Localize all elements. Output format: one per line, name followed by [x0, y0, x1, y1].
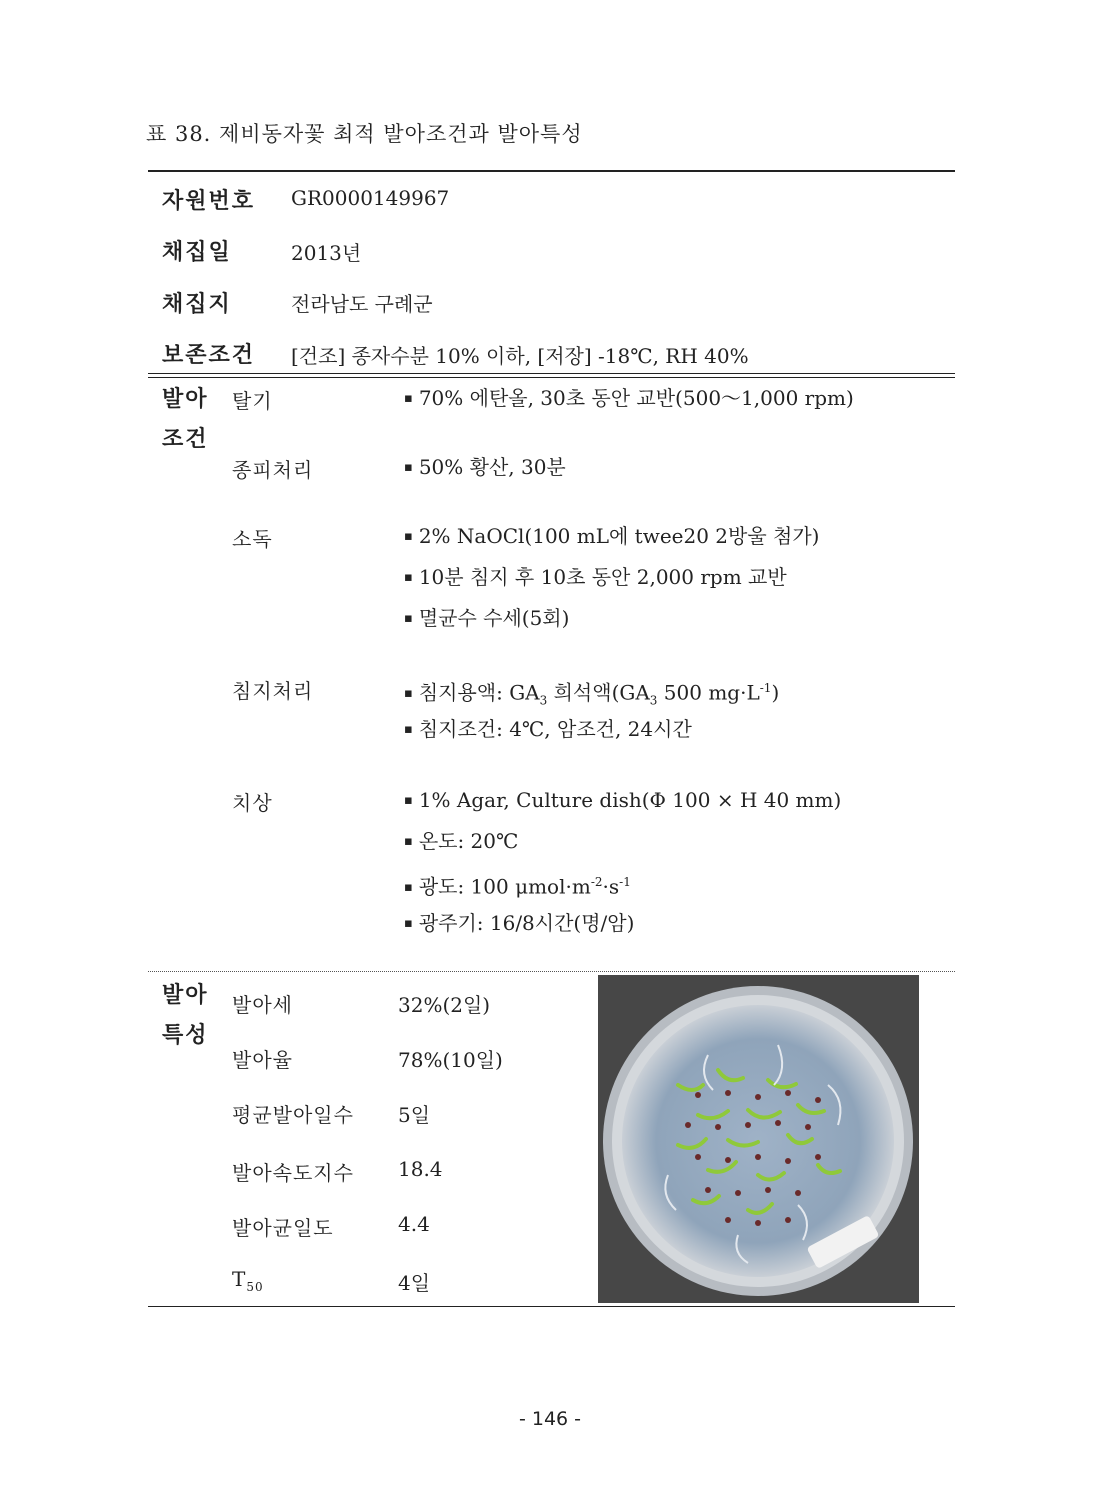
- info-label-resource-id: 자원번호: [162, 189, 256, 214]
- condition-degassing-bullets: [404, 383, 854, 424]
- bullet-item: ▪ 광도: 100 $\mu mol\cdot m^{-2}\cdot s^{-1}$: [404, 867, 841, 908]
- info-label-collection-site: 채집지: [162, 292, 232, 317]
- bullet-item: ▪ 온도: 20℃: [404, 826, 841, 867]
- char-value-rate: 78%(10일): [398, 1048, 503, 1072]
- info-label-storage: 보존조건: [162, 343, 256, 368]
- bullet-item: ▪ 50% 황산, 30분: [404, 452, 566, 493]
- condition-disinfection: 소독: [232, 527, 273, 551]
- char-name-uniformity: 발아균일도: [232, 1216, 334, 1240]
- petri-dish-illustration: [598, 975, 919, 1303]
- bullet-item: ▪ 10분 침지 후 10초 동안 2,000 rpm 교반: [404, 562, 819, 603]
- info-label-collection-date: 채집일: [162, 240, 232, 265]
- section-label-characteristics: [162, 976, 222, 1056]
- info-value-resource-id: GR0000149967: [291, 186, 450, 210]
- page-number: - 146 -: [518, 1408, 582, 1430]
- section-label-line: 특성: [162, 1023, 209, 1048]
- bottom-rule: [148, 1306, 955, 1307]
- petri-dish-photo: [598, 975, 919, 1303]
- condition-disinfection-bullets: [404, 521, 819, 644]
- condition-sowing-bullets: [404, 785, 841, 949]
- condition-degassing: 탈기: [232, 389, 273, 413]
- double-rule-top: [148, 373, 955, 374]
- info-value-storage: [건조] 종자수분 10% 이하, [저장] -18℃, RH 40%: [291, 344, 749, 368]
- table-caption: 표 38. 제비동자꽃 최적 발아조건과 발아특성: [146, 122, 583, 146]
- bullet-item: ▪ 침지용액: $GA_3$ 희석액($GA_3$ 500 $mg\cdot L^{-1}$): [404, 673, 779, 714]
- bullet-item: ▪ 침지조건: 4℃, 암조건, 24시간: [404, 714, 779, 755]
- bullet-item: ▪ 광주기: 16/8시간(명/암): [404, 908, 841, 949]
- char-value-uniformity: 4.4: [398, 1212, 430, 1236]
- section-label-conditions: [162, 380, 222, 460]
- char-value-t50: 4일: [398, 1271, 431, 1295]
- char-value-speed-index: 18.4: [398, 1157, 443, 1181]
- char-value-mean-days: 5일: [398, 1103, 431, 1127]
- section-label-line: 발아: [162, 387, 209, 412]
- bullet-item: ▪ 1% Agar, Culture dish(Φ 100 × H 40 mm): [404, 785, 841, 826]
- condition-soaking: 침지처리: [232, 679, 314, 703]
- top-rule: [148, 170, 955, 172]
- condition-seedcoat-bullets: [404, 452, 566, 493]
- char-value-vigor: 32%(2일): [398, 993, 491, 1017]
- double-rule-bottom: [148, 377, 955, 378]
- bullet-item: ▪ 2% NaOCl(100 mL에 twee20 2방울 첨가): [404, 521, 819, 562]
- info-value-collection-site: 전라남도 구례군: [291, 292, 433, 316]
- char-name-vigor: 발아세: [232, 993, 293, 1017]
- section-label-line: 발아: [162, 983, 209, 1008]
- char-name-speed-index: 발아속도지수: [232, 1161, 354, 1185]
- char-name-mean-days: 평균발아일수: [232, 1103, 354, 1127]
- char-name-rate: 발아율: [232, 1048, 293, 1072]
- dotted-rule: [148, 971, 955, 972]
- bullet-item: ▪ 70% 에탄올, 30초 동안 교반(500～1,000 rpm): [404, 383, 854, 424]
- info-value-collection-date: 2013년: [291, 241, 362, 265]
- section-label-line: 조건: [162, 427, 209, 452]
- char-name-t50: $T_{50}$: [232, 1267, 264, 1294]
- condition-seedcoat: 종피처리: [232, 458, 314, 482]
- condition-soaking-bullets: [404, 673, 779, 755]
- bullet-item: ▪ 멸균수 수세(5회): [404, 603, 819, 644]
- condition-sowing: 치상: [232, 791, 273, 815]
